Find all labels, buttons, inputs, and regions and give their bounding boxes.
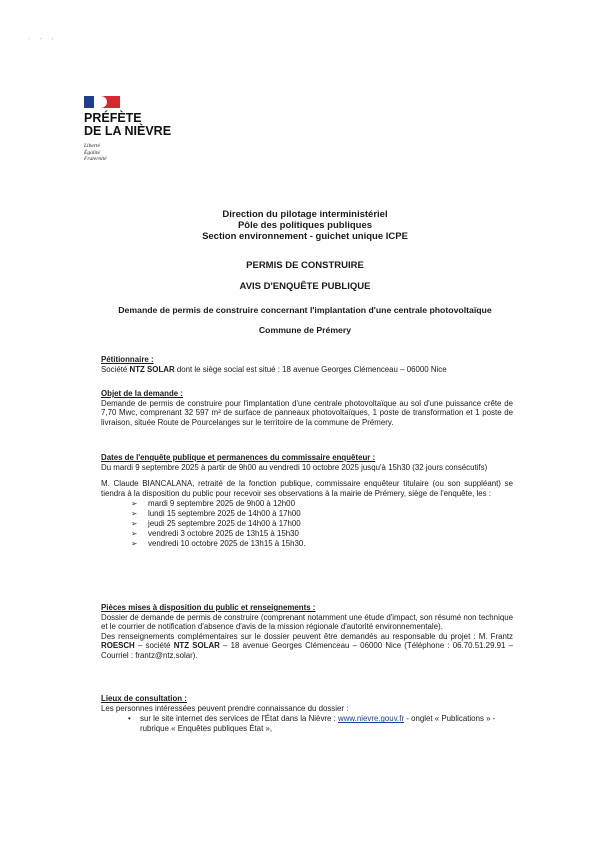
arrow-bullet-icon: ➢ [131,539,138,549]
list-item: • sur le site internet des services de l'État dans la Nièvre : www.nievre.gouv.fr - onglet « Publications » - rubrique « Enquêtes publiques État », [128,714,496,733]
issuing-department: Direction du pilotage interministériel Pôle des politiques publiques Section environnement - guichet unique ICPE [202,209,408,242]
document-subtitle: AVIS D'ENQUÊTE PUBLIQUE [239,281,371,292]
renseignements-text: Des renseignements complémentaires sur le dossier peuvent être demandés au responsable du projet : M. Frantz ROESCH – société NTZ SOLAR – 18 avenue Georges Clémenceau – 06000 Nice (Téléphone : 06.70.51.29.91 – Courriel : frantz@ntz.solar). [101,631,513,660]
logo-title: PRÉFÈTE DE LA NIÈVRE [84,111,172,138]
lieux-label: Lieux de consultation : [101,694,187,703]
section-enquete [101,453,513,549]
arrow-bullet-icon: ➢ [131,529,138,539]
arrow-bullet-icon: ➢ [131,509,138,519]
commune-name: Commune de Prémery [258,325,352,335]
marianne-flag-icon [84,96,120,108]
commissaire-text: M. Claude BIANCALANA, retraité de la fonction publique, commissaire enquêteur titulaire (ou son suppléant) se tiendra à la disposition du public pour recevoir ses observations à la mairie de Prémery, siège de l'enquête, les : [101,479,513,498]
consultation-list [101,714,513,733]
arrow-bullet-icon: ➢ [131,499,138,509]
lieux-intro: Les personnes intéressées peuvent prendre connaissance du dossier : [101,703,349,713]
enquete-label: Dates de l'enquête publique et permanences du commissaire enquêteur : [101,453,376,462]
list-item: ➢ lundi 15 septembre 2025 de 14h00 à 17h00 [131,509,301,519]
section-petitionnaire [101,355,513,374]
section-lieux [101,694,513,733]
objet-label: Objet de la demande : [101,389,183,398]
pieces-label: Pièces mises à disposition du public et renseignements : [101,603,316,612]
prefecture-logo [84,96,204,163]
list-item: ➢ vendredi 10 octobre 2025 de 13h15 à 15h30. [131,539,306,549]
section-pieces [101,603,513,661]
petitionnaire-label: Pétitionnaire : [101,355,154,364]
petitionnaire-text: Société NTZ SOLAR dont le siège social est situé : 18 avenue Georges Clémenceau – 06000 Nice [101,364,447,374]
document-title: PERMIS DE CONSTRUIRE [246,260,364,271]
scan-artifact: · · · [28,36,58,43]
section-objet [101,389,513,427]
arrow-bullet-icon: ➢ [131,519,138,529]
list-item: ➢ jeudi 25 septembre 2025 de 14h00 à 17h00 [131,519,301,529]
republic-motto: Liberté Égalité Fraternité [84,143,107,162]
list-item: ➢ vendredi 3 octobre 2025 de 13h15 à 15h30 [131,529,299,539]
prefecture-website-link[interactable]: www.nievre.gouv.fr [338,714,405,724]
objet-text: Demande de permis de construire pour l'implantation d'une centrale photovoltaïque au sol d'une puissance crête de 7,70 Mwc, comprenant 32 597 m² de surface de panneaux photovoltaïques, 1 poste de transformation et 1 poste de livraison, située Route de Pourcelanges sur le territoire de la commune de Prémery. [101,398,513,427]
pieces-text: Dossier de demande de permis de construire (comprenant notamment une étude d'impact, son résumé non technique et le courrier de notification d'absence d'avis de la mission régionale d'autorité environnementale). [101,612,513,632]
permanences-list [101,499,513,549]
bullet-icon: • [128,714,131,724]
enquete-dates: Du mardi 9 septembre 2025 à partir de 9h00 au vendredi 10 octobre 2025 jusqu'à 15h30 (32 jours consécutifs) [101,462,488,472]
list-item: ➢ mardi 9 septembre 2025 de 9h00 à 12h00 [131,499,295,509]
demande-subject: Demande de permis de construire concernant l'implantation d'une centrale photovoltaïque [118,305,492,315]
